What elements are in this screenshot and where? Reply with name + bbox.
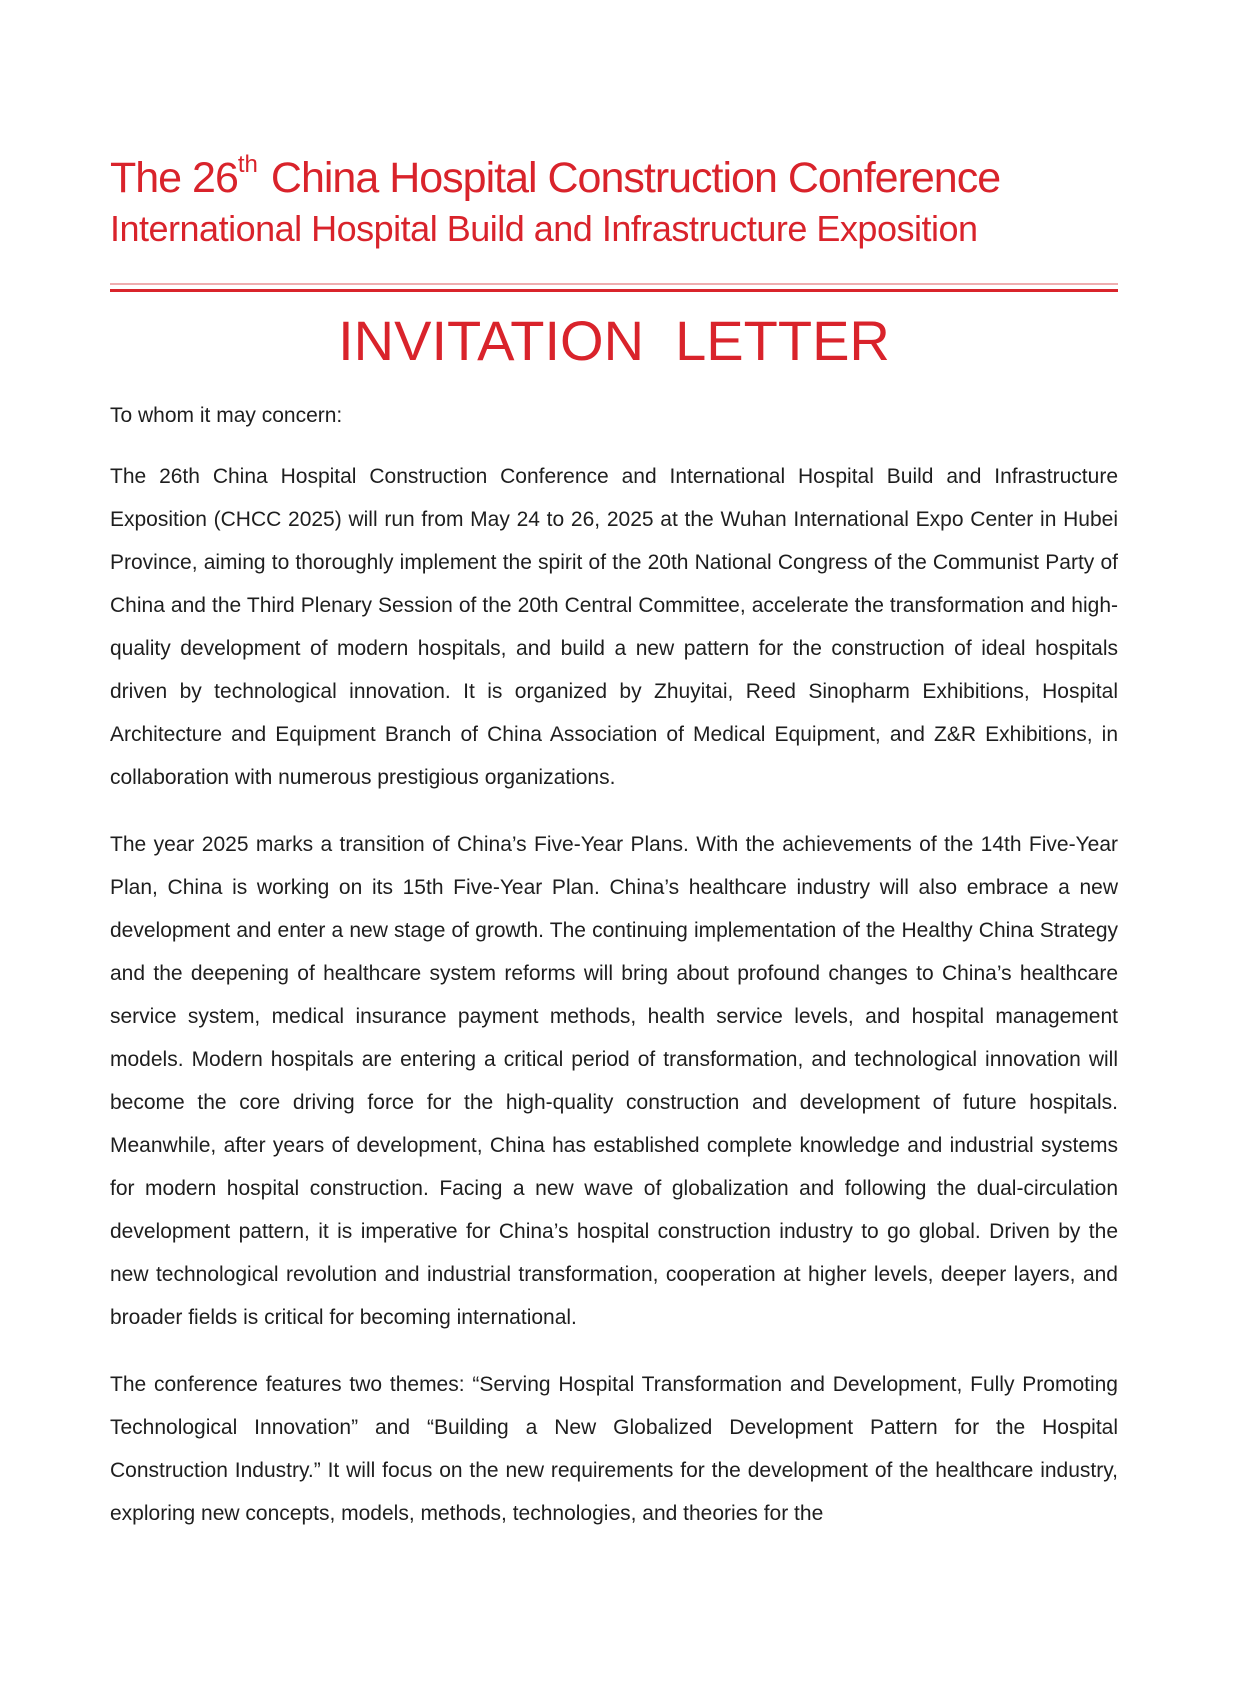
letter-title: INVITATION LETTER	[338, 309, 890, 372]
document-header	[110, 0, 1118, 292]
letter-paragraph-1: The 26th China Hospital Construction Conference and International Hospital Build and Infrastructure Exposition (CHCC 2025) will run from May 24 to 26, 2025 at the Wuhan International Expo Center in Hubei Province, aiming to thoroughly implement the spirit of the 20th National Congress of the Communist Party of China and the Third Plenary Session of the 20th Central Committee, accelerate the transformation and high-quality development of modern hospitals, and build a new pattern for the construction of ideal hospitals driven by technological innovation. It is organized by Zhuyitai, Reed Sinopharm Exhibitions, Hospital Architecture and Equipment Branch of China Association of Medical Equipment, and Z&R Exhibitions, in collaboration with numerous prestigious organizations.	[110, 465, 1118, 789]
conference-title-ordinal-suffix: th	[237, 151, 258, 178]
conference-title-rest: China Hospital Construction Conference	[270, 154, 1001, 202]
letter-paragraph-3: The conference features two themes: “Serving Hospital Transformation and Development, Fully Promoting Technological Innovation” and “Building a New Globalized Development Pattern for the Hospital Construction Industry.” It will focus on the new requirements for the development of the healthcare industry, exploring new concepts, models, methods, technologies, and theories for the	[110, 1373, 1118, 1525]
letter-paragraph-2: The year 2025 marks a transition of China’s Five-Year Plans. With the achievements of the 14th Five-Year Plan, China is working on its 15th Five-Year Plan. China’s healthcare industry will also embrace a new development and enter a new stage of growth. The continuing implementation of the Healthy China Strategy and the deepening of healthcare system reforms will bring about profound changes to China’s healthcare service system, medical insurance payment methods, health service levels, and hospital management models. Modern hospitals are entering a critical period of transformation, and technological innovation will become the core driving force for the high-quality construction and development of future hospitals. Meanwhile, after years of development, China has established complete knowledge and industrial systems for modern hospital construction. Facing a new wave of globalization and following the dual-circulation development pattern, it is imperative for China’s hospital construction industry to go global. Driven by the new technological revolution and industrial transformation, cooperation at higher levels, deeper layers, and broader fields is critical for becoming international.	[110, 833, 1118, 1329]
letter-body	[110, 306, 1118, 1535]
salutation: To whom it may concern:	[110, 404, 343, 427]
conference-title	[110, 0, 1118, 205]
exposition-subtitle: International Hospital Build and Infrastructure Exposition	[110, 208, 978, 249]
conference-title-prefix: The 26	[110, 154, 238, 202]
header-divider-rule	[110, 283, 1118, 292]
